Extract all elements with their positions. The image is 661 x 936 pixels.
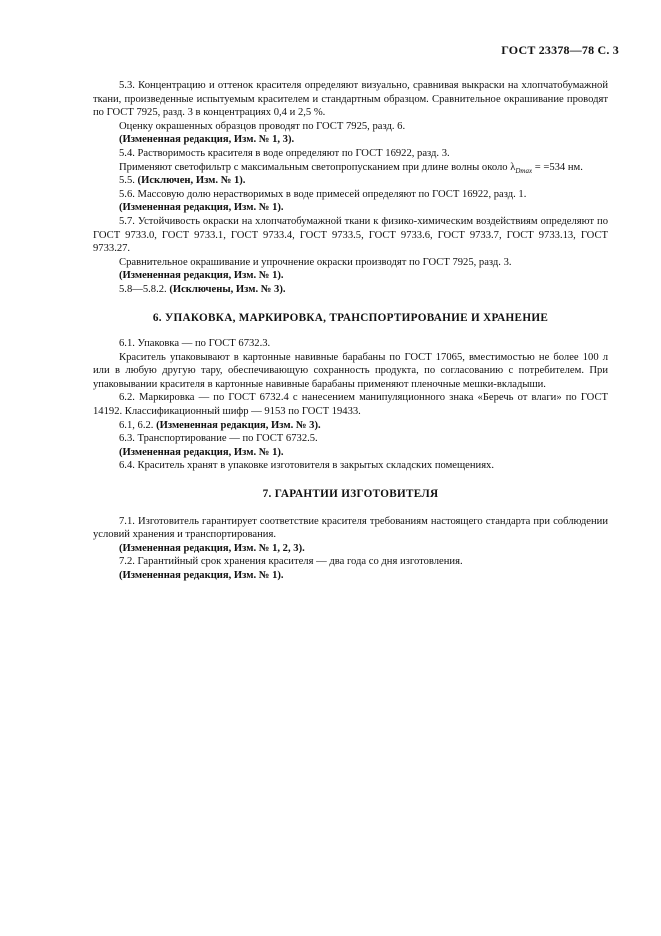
filter-text: Применяют светофильтр с максимальным светопропусканием при длине волны около λ xyxy=(119,161,516,173)
section-6-heading: 6. УПАКОВКА, МАРКИРОВКА, ТРАНСПОРТИРОВАНИЕ И ХРАНЕНИЕ xyxy=(152,311,549,324)
paragraph-5-3-assessment: Оценку окрашенных образцов проводят по ГОСТ 7925, разд. 6. xyxy=(119,120,406,132)
section-7-heading: 7. ГАРАНТИИ ИЗГОТОВИТЕЛЯ xyxy=(262,488,439,501)
amendment-note: (Измененная редакция, Изм. № 1, 2, 3). xyxy=(119,542,305,554)
clause-number: 5.5. xyxy=(119,175,138,187)
document-body xyxy=(93,79,608,583)
paragraph-5-6: 5.6. Массовую долю нерастворимых в воде примесей определяют по ГОСТ 16922, разд. 1. xyxy=(119,188,527,200)
amendment-note: (Измененная редакция, Изм. № 1, 3). xyxy=(119,134,295,146)
amendment-note: (Исключены, Изм. № 3). xyxy=(169,283,286,295)
amendment-note: (Измененная редакция, Изм. № 1). xyxy=(119,202,284,214)
clause-number: 5.8—5.8.2. xyxy=(119,283,170,295)
paragraph-7-2: 7.2. Гарантийный срок хранения красителя — два года со дня изготовления. xyxy=(119,556,463,568)
paragraph-6-2: 6.2. Маркировка — по ГОСТ 6732.4 с нанесением манипуляционного знака «Беречь от влаги» по ГОСТ 14192. Классификационный шифр — 9153 по ГОСТ 19433. xyxy=(93,392,608,418)
paragraph-5-4: 5.4. Растворимость красителя в воде определяют по ГОСТ 16922, разд. 3. xyxy=(119,147,450,159)
amendment-note: (Исключен, Изм. № 1). xyxy=(137,175,246,187)
amendment-note: (Измененная редакция, Изм. № 3). xyxy=(156,419,321,431)
paragraph-5-7: 5.7. Устойчивость окраски на хлопчатобумажной ткани к физико-химическим воздействиям определяют по ГОСТ 9733.0, ГОСТ 9733.1, ГОСТ 9733.4, ГОСТ 9733.5, ГОСТ 9733.6, ГОСТ 9733.7, ГОСТ 9733.13, ГОСТ 9733.27. xyxy=(93,215,608,255)
paragraph-6-1-packing: Краситель упаковывают в картонные навивные барабаны по ГОСТ 17065, вместимостью не более 100 л или в любую другую тару, обеспечивающую сохранность продукта, по согласованию с потребителем. При упаковывании красителя в картонные навивные барабаны применяют пленочные мешки-вкладыши. xyxy=(93,351,608,390)
paragraph-5-4-filter xyxy=(93,161,608,175)
paragraph-5-3: 5.3. Концентрацию и оттенок красителя определяют визуально, сравнивая выкраски на хлопчатобумажной ткани, произведенные испытуемым красителем и стандартным образцом. Сравнительное окрашивание проводят по ГОСТ 7925, разд. 3 в концентрациях 0,4 и 2,5 %. xyxy=(93,80,608,119)
page-header: ГОСТ 23378—78 С. 3 xyxy=(501,43,619,57)
paragraph-6-4: 6.4. Краситель хранят в упаковке изготовителя в закрытых складских помещениях. xyxy=(119,460,495,472)
clause-number: 6.1, 6.2. xyxy=(119,419,157,431)
amendment-note: (Измененная редакция, Изм. № 1). xyxy=(119,570,284,581)
paragraph-5-5 xyxy=(93,174,608,188)
paragraph-7-1: 7.1. Изготовитель гарантирует соответствие красителя требованиям настоящего стандарта при соблюдении условий хранения и транспортирования. xyxy=(93,515,608,541)
lambda-subscript: Dmax xyxy=(515,166,533,175)
amendment-note: (Измененная редакция, Изм. № 1). xyxy=(119,270,284,282)
paragraph-5-7-dyeing: Сравнительное окрашивание и упрочнение окраски производят по ГОСТ 7925, разд. 3. xyxy=(119,256,512,268)
paragraph-6-1: 6.1. Упаковка — по ГОСТ 6732.3. xyxy=(119,338,271,350)
amendment-note: (Измененная редакция, Изм. № 1). xyxy=(119,446,284,458)
filter-value: = =534 нм. xyxy=(532,161,583,173)
paragraph-5-8 xyxy=(93,283,608,297)
paragraph-6-1-6-2-note xyxy=(93,419,608,433)
paragraph-6-3: 6.3. Транспортирование — по ГОСТ 6732.5. xyxy=(119,433,318,445)
